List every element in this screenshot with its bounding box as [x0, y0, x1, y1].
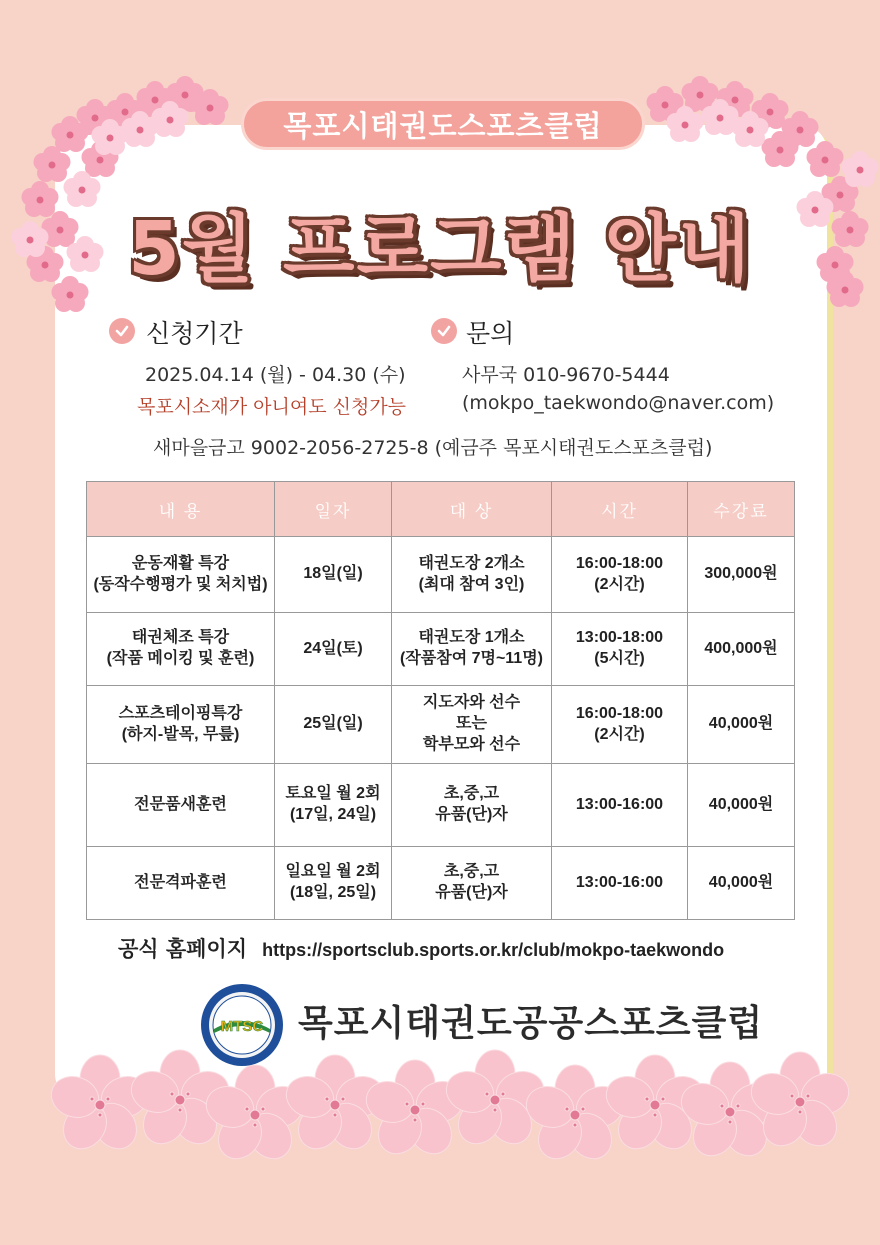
cell-fee: 40,000원: [688, 764, 795, 847]
cell-fee: 400,000원: [688, 613, 795, 686]
cell-target: 지도자와 선수 또는 학부모와 선수: [392, 686, 552, 764]
application-period: 2025.04.14 (월) - 04.30 (수): [145, 364, 406, 386]
table-row: [87, 686, 795, 764]
cell-content: 운동재활 특강 (동작수행평가 및 처치법): [87, 537, 275, 613]
check-circle-icon: [431, 318, 457, 344]
homepage-label: 공식 홈페이지: [118, 937, 248, 961]
inquiry-heading: 문의: [466, 319, 515, 348]
club-name-banner: 목포시태권도스포츠클럽: [241, 98, 645, 150]
cell-target: 초,중,고 유품(단)자: [392, 764, 552, 847]
application-note: 목포시소재가 아니여도 신청가능: [137, 396, 407, 418]
application-heading: 신청기간: [146, 319, 243, 348]
inquiry-phone: 사무국 010-9670-5444: [462, 364, 670, 386]
column-header: 내 용: [87, 482, 275, 537]
column-header: 시간: [552, 482, 688, 537]
cell-time: 13:00-16:00: [552, 764, 688, 847]
cell-content: 전문격파훈련: [87, 847, 275, 920]
homepage-line: [118, 933, 724, 963]
cell-content: 전문품새훈련: [87, 764, 275, 847]
cell-date: 토요일 월 2회 (17일, 24일): [275, 764, 392, 847]
column-header: 일자: [275, 482, 392, 537]
cell-time: 13:00-18:00 (5시간): [552, 613, 688, 686]
cell-target: 태권도장 2개소 (최대 참여 3인): [392, 537, 552, 613]
table-row: [87, 537, 795, 613]
logo-text: MTSC: [220, 1018, 264, 1035]
cell-fee: 40,000원: [688, 847, 795, 920]
cell-date: 일요일 월 2회 (18일, 25일): [275, 847, 392, 920]
cell-fee: 40,000원: [688, 686, 795, 764]
column-header: 대 상: [392, 482, 552, 537]
cell-target: 태권도장 1개소 (작품참여 7명~11명): [392, 613, 552, 686]
cell-fee: 300,000원: [688, 537, 795, 613]
inquiry-email: (mokpo_taekwondo@naver.com): [462, 392, 775, 414]
program-table: [86, 481, 795, 920]
cell-time: 16:00-18:00 (2시간): [552, 686, 688, 764]
cell-content: 스포츠테이핑특강 (하지-발목, 무릎): [87, 686, 275, 764]
club-logo: [200, 983, 284, 1067]
cell-target: 초,중,고 유품(단)자: [392, 847, 552, 920]
bank-account: 새마을금고 9002-2056-2725-8 (예금주 목포시태권도스포츠클럽): [153, 437, 713, 459]
cell-time: 13:00-16:00: [552, 847, 688, 920]
cell-time: 16:00-18:00 (2시간): [552, 537, 688, 613]
page-title: 5월 프로그램 안내: [128, 206, 752, 292]
cell-date: 18일(일): [275, 537, 392, 613]
table-row: [87, 847, 795, 920]
footer-club-name: 목포시태권도공공스포츠클럽: [298, 1003, 764, 1044]
check-circle-icon: [109, 318, 135, 344]
table-row: [87, 764, 795, 847]
column-header: 수강료: [688, 482, 795, 537]
table-header-row: [87, 482, 795, 537]
cell-content: 태권체조 특강 (작품 메이킹 및 훈련): [87, 613, 275, 686]
homepage-link[interactable]: https://sportsclub.sports.or.kr/club/mokpo-taekwondo: [262, 940, 725, 960]
cell-date: 25일(일): [275, 686, 392, 764]
cell-date: 24일(토): [275, 613, 392, 686]
table-row: [87, 613, 795, 686]
